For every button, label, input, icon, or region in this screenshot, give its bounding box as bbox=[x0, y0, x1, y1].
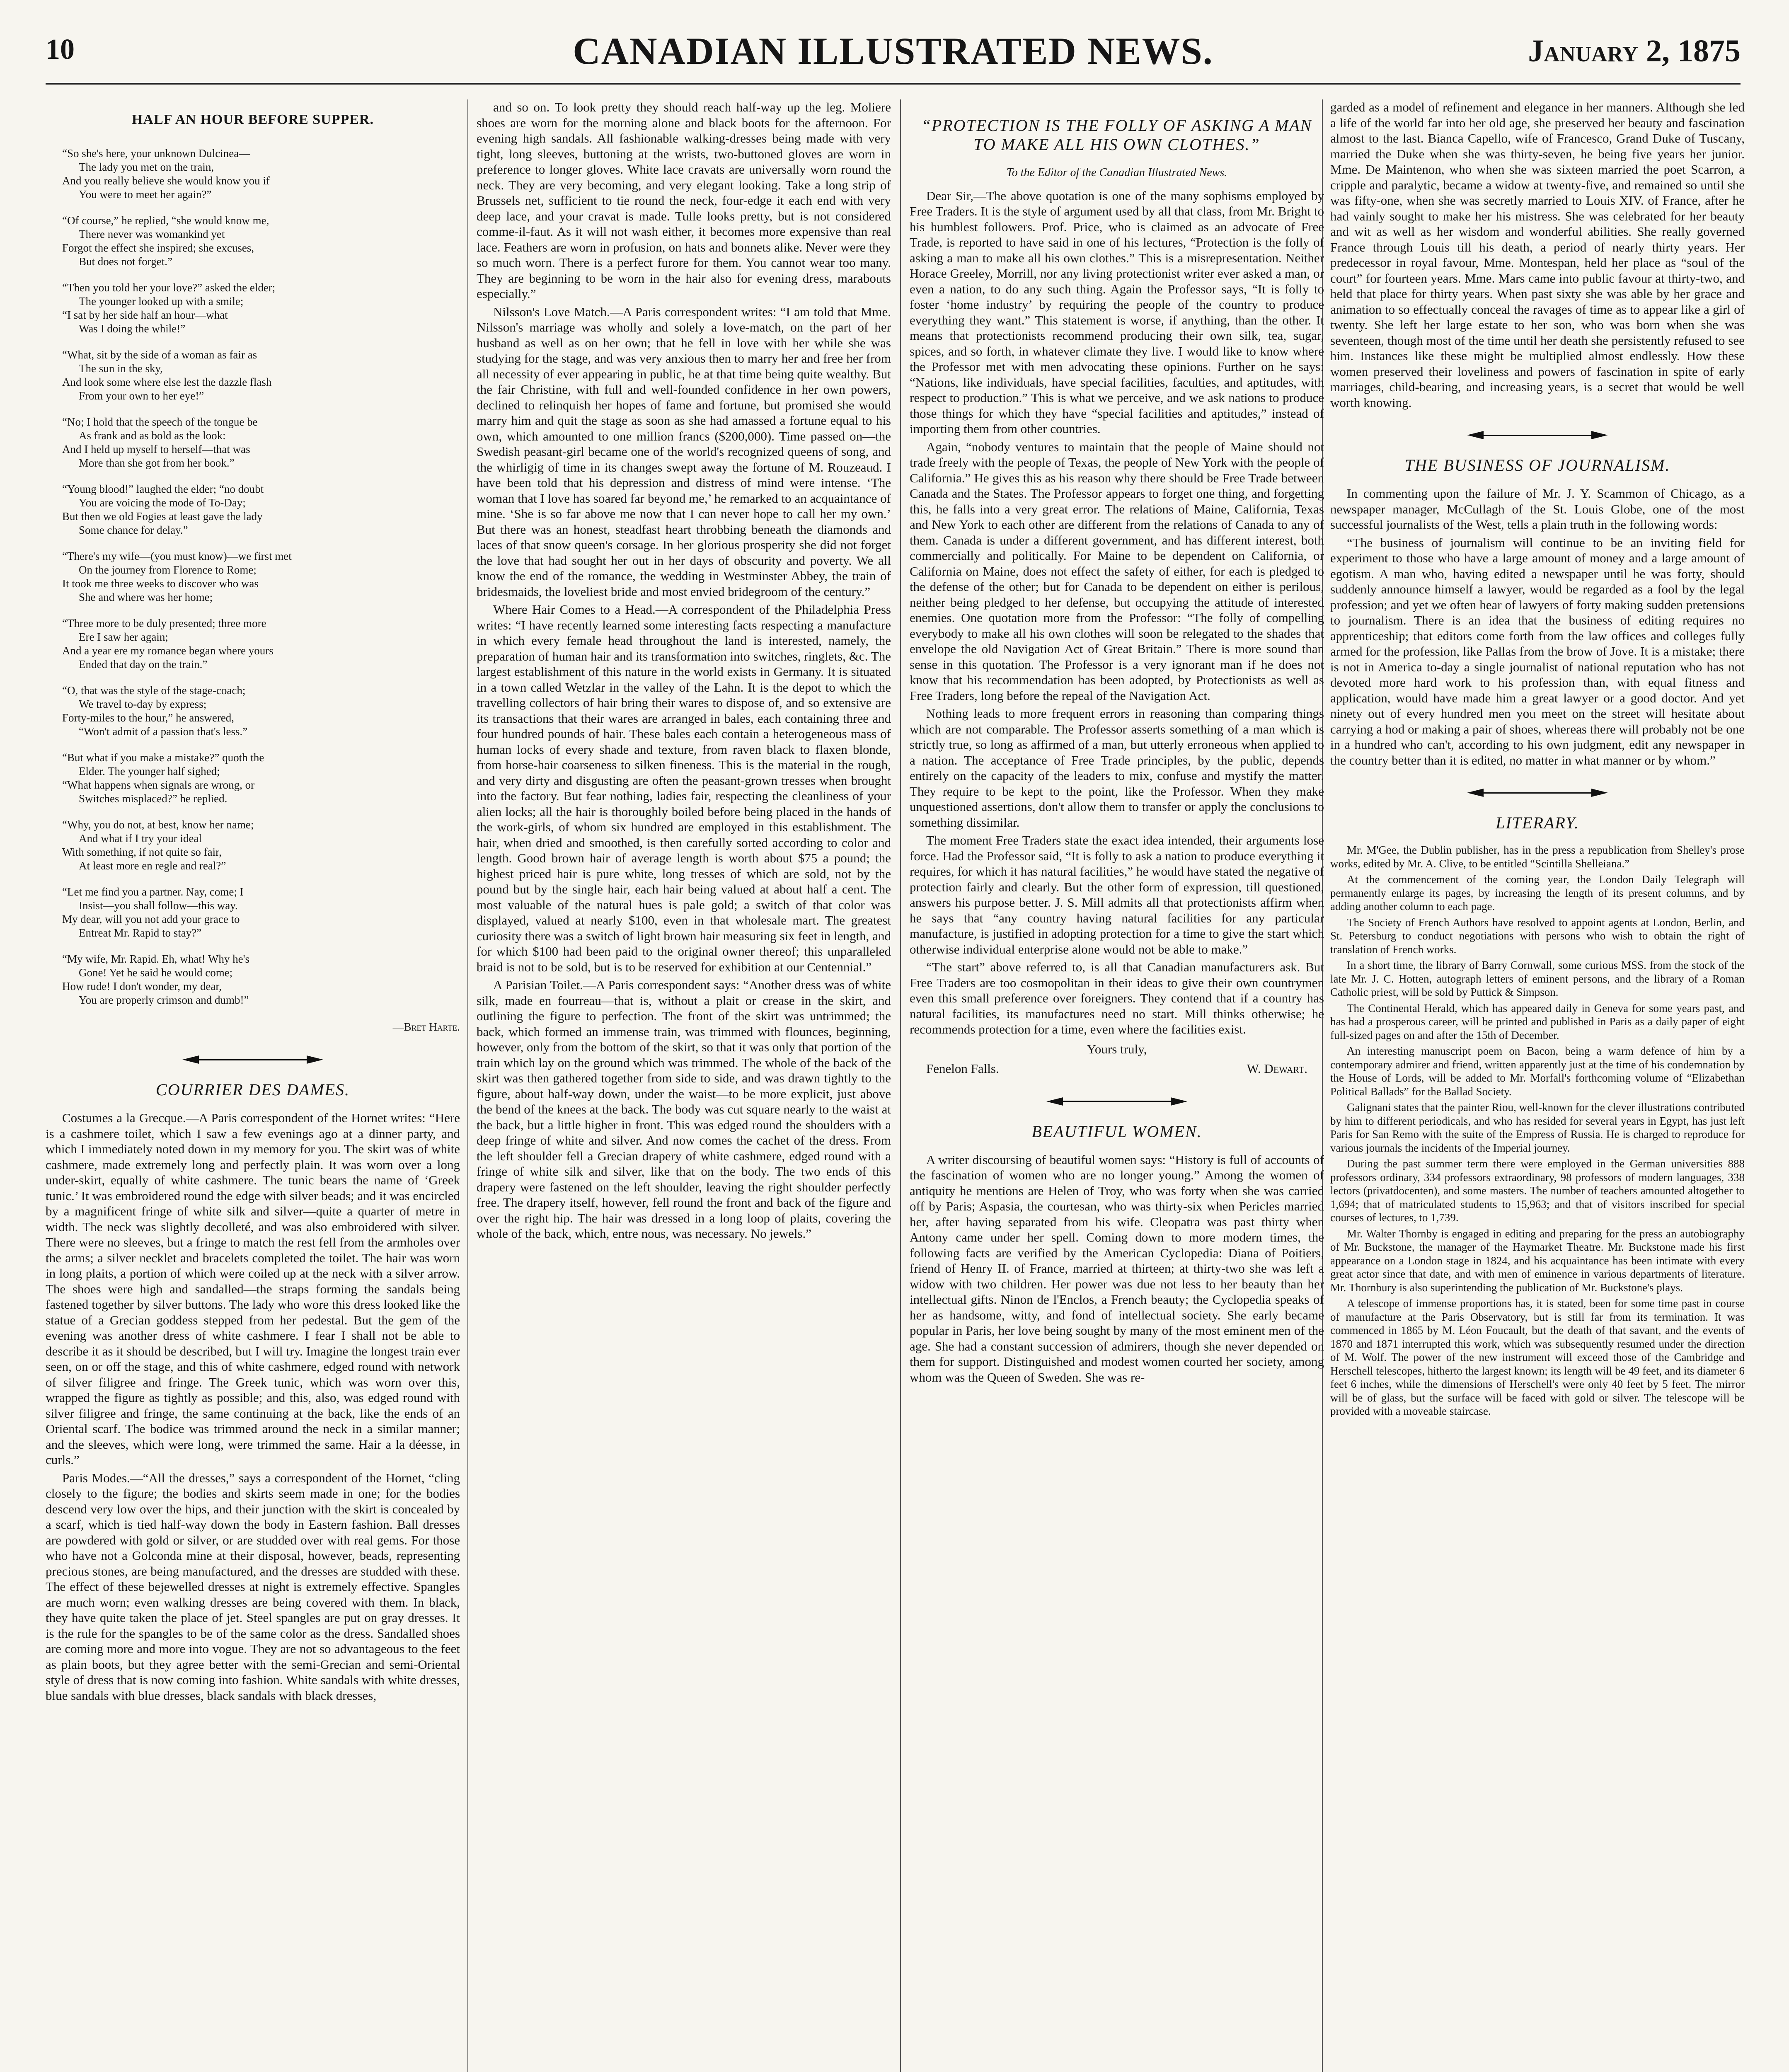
literary-item: At the commencement of the coming year, the London Daily Telegraph will permanently enlarge its pages, by increasing the length of its present columns, and by adding another column to each page. bbox=[1330, 873, 1745, 913]
poem-line: The younger looked up with a smile; bbox=[79, 295, 244, 307]
poem-line: It took me three weeks to discover who was bbox=[62, 577, 259, 590]
column-divider bbox=[900, 99, 901, 2072]
literary-item: During the past summer term there were employed in the German universities 888 professors ordinary, 334 professors extraordinary, 98 professors of modern languages, 338 lectors (privatdocenten), and some masters. The number of teachers amounted altogether to 1,694; that of matriculated students to 15,963; and that of visitors inscribed for special courses of lectures, to 1,739. bbox=[1330, 1157, 1745, 1224]
newspaper-title: CANADIAN ILLUSTRATED NEWS. bbox=[573, 30, 1213, 72]
poem-line: “Let me find you a partner. Nay, come; I bbox=[62, 885, 244, 898]
poem-line: “My wife, Mr. Rapid. Eh, what! Why he's bbox=[62, 952, 250, 965]
poem-line: Ere I saw her again; bbox=[79, 630, 168, 643]
poem-line: Forty-miles to the hour,” he answered, bbox=[62, 711, 235, 724]
poem-stanza bbox=[62, 281, 460, 336]
column-3 bbox=[910, 99, 1324, 2072]
literary-item: Mr. M'Gee, the Dublin publisher, has in the press a republication from Shelley's prose works, edited by Mr. A. Clive, to be entitled “Scintilla Shelleiana.” bbox=[1330, 844, 1745, 870]
section-ornament bbox=[46, 1055, 460, 1064]
poem-line: “There's my wife—(you must know)—we first met bbox=[62, 549, 292, 562]
poem-line: “Won't admit of a passion that's less.” bbox=[79, 725, 248, 738]
poem-line: “But what if you make a mistake?” quoth the bbox=[62, 751, 264, 764]
poem-line: As frank and as bold as the look: bbox=[79, 429, 226, 442]
poem-line: “What happens when signals are wrong, or bbox=[62, 778, 255, 791]
section-ornament bbox=[1330, 431, 1745, 439]
poem-line: She and where was her home; bbox=[79, 591, 213, 603]
protection-heading: “PROTECTION IS THE FOLLY OF ASKING A MAN TO MAKE ALL HIS OWN CLOTHES.” bbox=[921, 116, 1312, 154]
letter-dedication: To the Editor of the Canadian Illustrated News. bbox=[1006, 166, 1227, 179]
section-ornament bbox=[910, 1097, 1324, 1106]
poem-line: And a year ere my romance began where yours bbox=[62, 644, 274, 657]
literary-item: The Continental Herald, which has appeared daily in Geneva for some years past, and has had a prosperous career, will be printed and published in Paris as a daily paper of eight full-sized pages on and after the 15th of December. bbox=[1330, 1002, 1745, 1041]
letter-paragraph: The moment Free Traders state the exact idea intended, their arguments lose force. Had the Professor said, “It is folly to ask a nation to produce everything it requires, for which it has natural facilities,” he would have stated the negative of protection fairly and clearly. But the other form of expression, till questioned, answers his purpose better. J. S. Mill admits all that protectionists affirm when he says that “any country having natural facilities for any particular manufacture, is justified in adopting protection for a time to give the start which otherwise individual enterprise alone would not be able to make.” bbox=[910, 833, 1324, 956]
poem-line: “O, that was the style of the stage-coach; bbox=[62, 684, 246, 697]
poem-line: How rude! I don't wonder, my dear, bbox=[62, 980, 222, 992]
poem-stanza bbox=[62, 482, 460, 537]
poem-line: “So she's here, your unknown Dulcinea— bbox=[62, 147, 250, 160]
poem-line: With something, if not quite so fair, bbox=[62, 845, 222, 858]
poem-line: The sun in the sky, bbox=[79, 362, 163, 375]
poem-line: Forgot the effect she inspired; she excuses, bbox=[62, 241, 254, 254]
poem-line: And I held up myself to herself—that was bbox=[62, 443, 250, 455]
poem-stanza bbox=[62, 549, 460, 604]
poem-line: You were to meet her again?” bbox=[79, 188, 212, 201]
beautiful-paragraph: A writer discoursing of beautiful women says: “History is full of accounts of the fascination of women who are no longer young.” Among the women of antiquity he mentions are Helen of Troy, who was forty when she was carried off by Paris; Aspasia, the courtesan, who was thirty-six when Pericles married her, after having separated from his wife. Cleopatra was past thirty when Antony came under her spell. Coming down to more modern times, the following facts are verified by the American Cyclopedia: Diana of Poitiers, friend of Henry II. of France, married at thirteen; at thirty-two she was left a widow with two children. Her power was due not less to her beauty than her intellectual gifts. Ninon de l'Enclos, a French beauty; the Cyclopedia speaks of her as handsome, witty, and fond of intellectual society. She early became popular in Paris, her love being sought by many of the most eminent men of the age. She had a constant succession of admirers, though she never depended on them for support. Distinguished and modest women courted her society, among whom was the Queen of Sweden. She was re- bbox=[910, 1152, 1324, 1385]
poem-line: From your own to her eye!” bbox=[79, 389, 204, 402]
literary-item: The Society of French Authors have resolved to appoint agents at London, Berlin, and St. Petersburg to conduct negotiations with persons who wish to obtain the right of translation of French works. bbox=[1330, 916, 1745, 956]
poem-line: There never was womankind yet bbox=[79, 228, 225, 240]
column-divider bbox=[467, 99, 468, 2072]
poem-body bbox=[46, 147, 460, 1007]
literary-heading: LITERARY. bbox=[1496, 813, 1579, 832]
poem-line: “Then you told her your love?” asked the elder; bbox=[62, 281, 276, 294]
column-2 bbox=[477, 99, 891, 2072]
poem-line: But then we old Fogies at least gave the lady bbox=[62, 510, 263, 523]
poem-line: Some chance for delay.” bbox=[79, 523, 188, 536]
poem-line: “Why, you do not, at best, know her name; bbox=[62, 818, 254, 831]
page-number: 10 bbox=[46, 34, 75, 65]
letter-place: Fenelon Falls. bbox=[926, 1061, 999, 1076]
letter-closing: Yours truly, bbox=[1087, 1041, 1147, 1056]
poem-line: At least more en regle and real?” bbox=[79, 859, 226, 872]
poem-line: Insist—you shall follow—this way. bbox=[79, 899, 238, 912]
literary-items bbox=[1330, 843, 1745, 1418]
literary-item: Galignani states that the painter Riou, well-known for the clever illustrations contributed by him to different periodicals, and who has resided for several years in Egypt, has just left Paris for San Remo with the suite of the Empress of Russia. He is charged to reproduce for various journals the incidents of the Imperial journey. bbox=[1330, 1101, 1745, 1154]
poem-line: On the journey from Florence to Rome; bbox=[79, 563, 257, 576]
article-paragraph: Where Hair Comes to a Head.—A correspondent of the Philadelphia Press writes: “I have recently learned some interesting facts respecting a manufacture in which every female head throughout the land is interested, namely, the preparation of human hair and its transformation into switches, ringlets, &c. The largest establishment of this nature in the world exists in Germany. It is situated in a town called Wetzlar in the valley of the Lahn. It is the depot to which the travelling collectors of hair bring their wares to dispose of, and so extensive are its transactions that their wares are arranged in bales, each containing three and four hundred pounds of hair. These bales each contain a heterogeneous mass of human locks of every shade and texture, from raven black to flaxen blonde, from horse-hair coarseness to silken fineness. This is the material in the rough, and very dirty and disgusting are often the peasant-grown tresses when brought into the factory. But fear nothing, ladies fair, respecting the cleanliness of your alien locks; all the hair is thoroughly boiled before being placed in the hands of the work-girls, of whom six hundred are employed in this establishment. The hair, when dried and smoothed, is then carefully sorted according to color and length. Good brown hair of average length is worth about $75 a pound; the highest priced hair is pure white, long tresses of which are sold, not by the pound but by the single hair, each hair being valued at about half a cent. The most valuable of the natural hues is pale gold; a switch of that color was displayed, valued at nearly $100, even in that wholesale mart. The greatest curiosity there was a switch of light brown hair measuring six feet in length, and for which $100 had been paid to the original owner thereof; this unparalleled braid is not to be sold, but is to be reserved for exhibition at our Centennial.” bbox=[477, 602, 891, 974]
poem-line: My dear, will you not add your grace to bbox=[62, 913, 240, 925]
poem-line: “I sat by her side half an hour—what bbox=[62, 308, 228, 321]
literary-item: An interesting manuscript poem on Bacon, being a warm defence of him by a contemporary admirer and friend, written apparently just at the time of his condemnation by the House of Lords, will be added to Mr. Morfall's forthcoming volume of “Elizabethan Political Ballads” for the Ballad Society. bbox=[1330, 1045, 1745, 1098]
article-paragraph: and so on. To look pretty they should reach half-way up the leg. Moliere shoes are worn for the morning alone and black boots for the afternoon. For evening high sandals. All fashionable walking-dresses being made with very tight, long sleeves, buttoning at the wrists, two-buttoned gloves are worn in preference to longer gloves. White lace cravats are universally worn round the neck. They are very becoming, and very elegant looking. Take a long strip of Brussels net, sufficient to tie round the neck, four-edge it each end with very deep lace, and your cravat is made. Tulle looks pretty, but is not considered comme-il-faut. As it will not wash either, it becomes more expensive than real lace. Feathers are worn in profusion, on hats and bonnets alike. Never were they so much worn. There is a perfect furore for them. You cannot wear too many. They are beginning to be worn in the hair also for evening dress, marabouts especially.” bbox=[477, 100, 891, 301]
poem-line: And you really believe she would know you if bbox=[62, 174, 270, 187]
poem-stanza bbox=[62, 348, 460, 403]
poem-line: Switches misplaced?” he replied. bbox=[79, 792, 228, 805]
literary-item: A telescope of immense proportions has, it is stated, been for some time past in course of manufacture at the Paris Observatory, but is still far from its termination. It was commenced in 1865 by M. Léon Foucault, but the death of that savant, and the events of 1870 and 1871 interrupted this work, which was subsequently resumed under the direction of M. Wolf. The power of the new instrument will exceed those of the Cambridge and Herschell telescopes, hitherto the largest known; its length will be 49 feet, and its diameter 6 feet 6 inches, while the dimensions of Herschell's were only 40 feet by 5 feet. The mirror will be of glass, but the surface will be faced with gold or silver. The telescope will be provided with a moveable staircase. bbox=[1330, 1297, 1745, 1417]
letter-paragraph: Nothing leads to more frequent errors in reasoning than comparing things which are not comparable. The Professor asserts something of a man which is strictly true, so long as affirmed of a man, but utterly erroneous when applied to a nation. The acceptance of Free Trade principles, by the public, depends entirely on the capacity of the leaders to mix, confuse and mystify the matter. They require to be kept to the point, like the Professor. When they make unquestioned assertions, don't allow them to transfer or apply the conclusions to something dissimilar. bbox=[910, 706, 1324, 830]
poem-line: “Young blood!” laughed the elder; “no doubt bbox=[62, 482, 264, 495]
courrier-paragraph: Paris Modes.—“All the dresses,” says a correspondent of the Hornet, “cling closely to the figure; the bodies and skirts seem made in one; for the bodies descend very low over the hips, and their junction with the skirt is concealed by a scarf, which is tied half-way down the body in Eastern fashion. Ball dresses are powdered with gold or silver, or are studded over with real gems. For those who have not a Golconda mine at their disposal, however, beads, representing precious stones, are being manufactured, and the dresses are studded with these. The effect of these bejewelled dresses at night is extremely effective. Spangles are much worn; even walking dresses are being covered with them. In black, they have quite taken the place of jet. Steel spangles are put on gray dresses. It is the rule for the spangles to be of the same color as the dress. Sandalled shoes are coming more and more into vogue. They are not so advantageous to the feet as plain boots, but they agree better with the semi-Grecian and semi-Oriental style of dress that is now coming into fashion. White sandals with white dresses, blue sandals with blue dresses, black sandals with black dresses, bbox=[46, 1470, 460, 1703]
poem-stanza bbox=[62, 885, 460, 940]
article-paragraph: A Parisian Toilet.—A Paris correspondent says: “Another dress was of white silk, made en fourreau—that is, without a plait or crease in the skirt, and outlining the figure to perfection. The front of the skirt was untrimmed; the back, which formed an immense train, was trimmed with flounces, beginning, however, only from the bottom of the skirt, so that it was only that portion of the train which lay on the ground which was trimmed. The whole of the back of the skirt was then gathered together from side to side, and was drawn tightly to the figure, about half-way down, under the waist—to be more explicit, just above the bend of the knees at the back. The body was cut square nearly to the waist at the back, but a little higher in front. This was edged round the shoulders with a deep fringe of white and silver. And now comes the cachet of the dress. From the left shoulder fell a Grecian drapery of white cashmere, edged round with a fringe of white silk and silver, like that on the body. The two ends of this drapery were fastened on the left shoulder, leaving the right shoulder perfectly free. The drapery itself, however, fell round the front and back of the figure and over the right hip. The hair was dressed in a long loop of plaits, covering the whole of the back, which, entre nous, was necessary. No jewels.” bbox=[477, 978, 891, 1241]
beautiful-heading: BEAUTIFUL WOMEN. bbox=[1031, 1122, 1202, 1141]
poem-line: More than she got from her book.” bbox=[79, 456, 235, 469]
header-rule bbox=[46, 83, 1741, 85]
poem-line: The lady you met on the train, bbox=[79, 160, 214, 173]
letter-signer: W. Dewart. bbox=[1247, 1061, 1307, 1076]
poem-line: You are properly crimson and dumb!” bbox=[79, 993, 249, 1006]
literary-item: In a short time, the library of Barry Cornwall, some curious MSS. from the stock of the late Mr. J. C. Hotten, autograph letters of eminent persons, and the library of a Roman Catholic priest, will be sold by Puttick & Simpson. bbox=[1330, 959, 1745, 998]
poem-line: Gone! Yet he said he would come; bbox=[79, 966, 233, 979]
journalism-paragraph: In commenting upon the failure of Mr. J. Y. Scammon of Chicago, as a newspaper manager, McCullagh of the St. Louis Globe, one of the most successful journalists of the West, tells a plain truth in the following words: bbox=[1330, 486, 1745, 532]
courrier-paragraph: Costumes a la Grecque.—A Paris correspondent of the Hornet writes: “Here is a cashmere toilet, which I saw a few evenings ago at a dinner party, and which I immediately noted down in my memory for you. The skirt was of white cashmere, made extremely long and perfectly plain. It was worn over a long under-skirt, equally of white cashmere. The tunic bears the name of ‘Greek tunic.’ It was embroidered round the edge with silver beads; and it was encircled by a magnificent fringe of white silk and silver—quite a quarter of metre in width. The neck was slightly decolleté, and was also embroidered with silver. There were no sleeves, but a fringe to match the rest fell from the armholes over the arms; a silver necklet and bracelets completed the toilet. The hair was worn in long plaits, a portion of which were coiled up at the neck with a silver arrow. The shoes were high and sandalled—the straps forming the sandals being fastened together by silver buttons. The lady who wore this dress looked like the statue of a Grecian goddess stepped from her pedestal. But the gem of the evening was another dress of white cashmere. I fear I shall not be able to describe it as it should be described, but I will try. Imagine the longest train ever seen, on or off the stage, and this of white cashmere, edged round with network of silver filigree and fringe. The Greek tunic, which was worn over this, wrapped the figure as tightly as possible; and this, also, was edged round with silver filigree and fringe, the same continuing at the back, like the ends of an Oriental scarf. The bodice was trimmed around the neck in a similar manner; and the sleeves, which were long, were trimmed the same. Hair a la déesse, in curls.” bbox=[46, 1111, 460, 1467]
letter-paragraph: Dear Sir,—The above quotation is one of the many sophisms employed by Free Traders. It is the style of argument used by all that class, from Mr. Bright to his humblest followers. Prof. Price, who is claimed as an advocate of Free Trade, is reported to have said in one of his lectures, “Protection is the folly of asking a man to make all his own clothes.” This is a misrepresentation. Neither Horace Greeley, Morrill, nor any living protectionist writer ever asked a man, or even a nation, to do any such thing. Again the Professor says, “It is folly to foster ‘home industry’ by requiring the people of the country to produce everything they want.” This statement is worse, if anything, than the other. It means that protectionists recommend producing their own silk, tea, sugar, spices, and so forth, in whatever climate they live. I would like to know where the Professor met with men advocating these opinions. Further on he says: “Nations, like individuals, have special facilities, faculties, and aptitudes, with respect to production.” This is what we perceive, and we ask nations to produce those things for which they have “special facilities and aptitudes,” instead of importing them from other countries. bbox=[910, 188, 1324, 436]
poem-line: But does not forget.” bbox=[79, 255, 172, 268]
poem-stanza bbox=[62, 147, 460, 201]
poem-author: —Bret Harte. bbox=[392, 1020, 460, 1033]
poem-stanza bbox=[62, 952, 460, 1007]
poem-line: “No; I hold that the speech of the tongue be bbox=[62, 415, 258, 428]
poem-line: And look some where else lest the dazzle flash bbox=[62, 375, 272, 388]
journalism-paragraph: “The business of journalism will continue to be an inviting field for experiment to those who have a large amount of money and a large amount of egotism. A man who, having edited a newspaper until he was forty, should suddenly announce himself a lawyer, would be regarded as a fool by the legal profession; and yet we often hear of lawyers of forty making sudden pretensions to journalism. There is an idea that the business of editing requires no apprenticeship; that editors come forth from the law offices and colleges fully armed for the profession, like Pallas from the brow of Jove. It is a mistake; there is not in America to-day a single journalist of national reputation who has not devoted more hard work to his profession than, with equal fitness and application, would have made him a great lawyer or a good doctor. And yet ninety out of every hundred men you meet on the street will hesitate about carrying a hod or making a pair of shoes, whereas there will probably not be one in a hundred who can't, according to his own judgment, edit any newspaper in the country better than it is edited, no matter in what manner or by whom.” bbox=[1330, 535, 1745, 767]
poem-line: You are voicing the mode of To-Day; bbox=[79, 496, 246, 509]
poem-stanza bbox=[62, 415, 460, 470]
poem-stanza bbox=[62, 684, 460, 738]
poem-line: We travel to-day by express; bbox=[79, 697, 207, 710]
column-4 bbox=[1330, 99, 1745, 2072]
poem-line: Ended that day on the train.” bbox=[79, 658, 208, 670]
poem-line: Elder. The younger half sighed; bbox=[79, 765, 220, 777]
article-paragraph: Nilsson's Love Match.—A Paris correspondent writes: “I am told that Mme. Nilsson's marriage was wholly and solely a love-match, on the part of her husband as well as on her own; that he fell in love with her while she was studying for the stage, and was very anxious then to marry her and free her from all necessity of ever appearing in public, he at that time being quite wealthy. But the fair Christine, with full and well-founded confidence in her own powers, declined to relinquish her hopes of fame and fortune, but promised she would marry him and quit the stage as soon as she had amassed a fortune equal to his own, which amounted to one million francs ($200,000). Time passed on—the Swedish peasant-girl became one of the world's recognized queens of song, and the whirligig of time in its changes swept away the fortune of M. Rouzeaud. I have been told that his depression and distress of mind were intense. ‘The woman that I love has soared far beyond me,’ he remarked to an acquaintance of mine. ‘She is so far above me now that I can never hope to call her my own.’ But there was an honest, steadfast heart throbbing beneath the diamonds and laces of that snow queen's corsage. In her glorious prosperity she did not forget the love that had sought her out in her days of obscurity and poverty. We all know the end of the romance, the wedding in Westminster Abbey, the train of bridesmaids, the loveliest bride and most envied bridegroom of the century.” bbox=[477, 304, 891, 599]
poem-line: “Three more to be duly presented; three more bbox=[62, 617, 266, 629]
poem-stanza bbox=[62, 214, 460, 269]
poem-stanza bbox=[62, 617, 460, 671]
column-1 bbox=[46, 99, 460, 2072]
issue-date: January 2, 1875 bbox=[1528, 34, 1741, 68]
poem-heading: HALF AN HOUR BEFORE SUPPER. bbox=[132, 112, 374, 127]
poem-stanza bbox=[62, 818, 460, 873]
poem-line: “What, sit by the side of a woman as fair as bbox=[62, 348, 257, 361]
courrier-heading: COURRIER DES DAMES. bbox=[156, 1080, 350, 1099]
poem-line: Was I doing the while!” bbox=[79, 322, 186, 335]
poem-line: “Of course,” he replied, “she would know me, bbox=[62, 214, 269, 227]
section-ornament bbox=[1330, 789, 1745, 797]
letter-paragraph: Again, “nobody ventures to maintain that the people of Maine should not trade freely with the people of Texas, the people of New York with the people of California.” He gives this as his reason why there should be Free Trade between Canada and the States. The Professor appears to forget one thing, and forgetting this, he falls into a very great error. The relations of Maine, California, Texas and New York to each other are different from the relations of Canada to any of them. Canada is under a different government, and has different interest, both commercially and politically. For Maine to be dependent on California, or California on Maine, does not effect the safety of either, for each is pledged to the defense of the other; but for Canada to be dependent on either is perilous, neither being pledged to her defense, but occupying the attitude of interested enemies. One quotation more from the Professor: “The folly of compelling everybody to make all his own clothes will soon be relegated to the shades that envelope the old Navigation Act of Great Britain.” There is more sound than sense in this quotation. The Professor is a very ignorant man if he does not know that his recommendation has been adopted, by Protectionists as well as Free Traders, long before the repeal of the Navigation Act. bbox=[910, 439, 1324, 703]
beautiful-continued: garded as a model of refinement and elegance in her manners. Although she led a life of the world far into her old age, she preserved her beauty and fascination almost to the last. Bianca Capello, wife of Francesco, Grand Duke of Tuscany, married the Duke when she was thirty-seven, he being five years her junior. Mme. De Maintenon, who when she was sixteen married the poet Scarron, a cripple and paralytic, became a widow at twenty-five, and remained so until she was fifty-one, when she was secretly married to Louis XIV. of France, after he had vainly sought to make her his mistress. She was celebrated for her beauty and wit as well as her wisdom and wonderful abilities. She really governed France through Louis till his death, a period of nearly thirty years. Her predecessor in royal favour, Mme. Montespan, held her place as “soul of the court” for fourteen years. Mme. Mars came into public favour at thirty-two, and held that place for thirty years. When past sixty she was able by her grace and animation to so effectually conceal the ravages of time as to appear like a girl of twenty. She left her large estate to her son, who was born when she was seventeen, though most of the time until her death she persistently refused to see him. Instances like these might be multiplied almost endlessly. How these women preserved their loveliness and powers of fascination in spite of early marriages, child-bearing, and increasing years, is a secret that would be well worth knowing. bbox=[1330, 100, 1745, 410]
poem-line: And what if I try your ideal bbox=[79, 832, 202, 845]
letter-paragraph: “The start” above referred to, is all that Canadian manufacturers ask. But Free Traders are too cosmopolitan in their ideas to give their own countrymen even this small preference over foreigners. They contend that if a country has natural facilities, its manufactures need no start. Mill thinks otherwise; he recommends protection for a time, even where the facilities exist. bbox=[910, 960, 1324, 1036]
poem-line: Entreat Mr. Rapid to stay?” bbox=[79, 926, 202, 939]
journalism-heading: THE BUSINESS OF JOURNALISM. bbox=[1404, 456, 1670, 474]
literary-item: Mr. Walter Thornby is engaged in editing and preparing for the press an autobiography of Mr. Buckstone, the manager of the Haymarket Theatre. Mr. Buckstone made his first appearance on a London stage in 1824, and his acquaintance has been intimate with every great actor since that date, and with men of eminence in various departments of literature. Mr. Thornbury is also superintending the publication of Mr. Buckstone's plays. bbox=[1330, 1227, 1745, 1294]
poem-stanza bbox=[62, 751, 460, 806]
